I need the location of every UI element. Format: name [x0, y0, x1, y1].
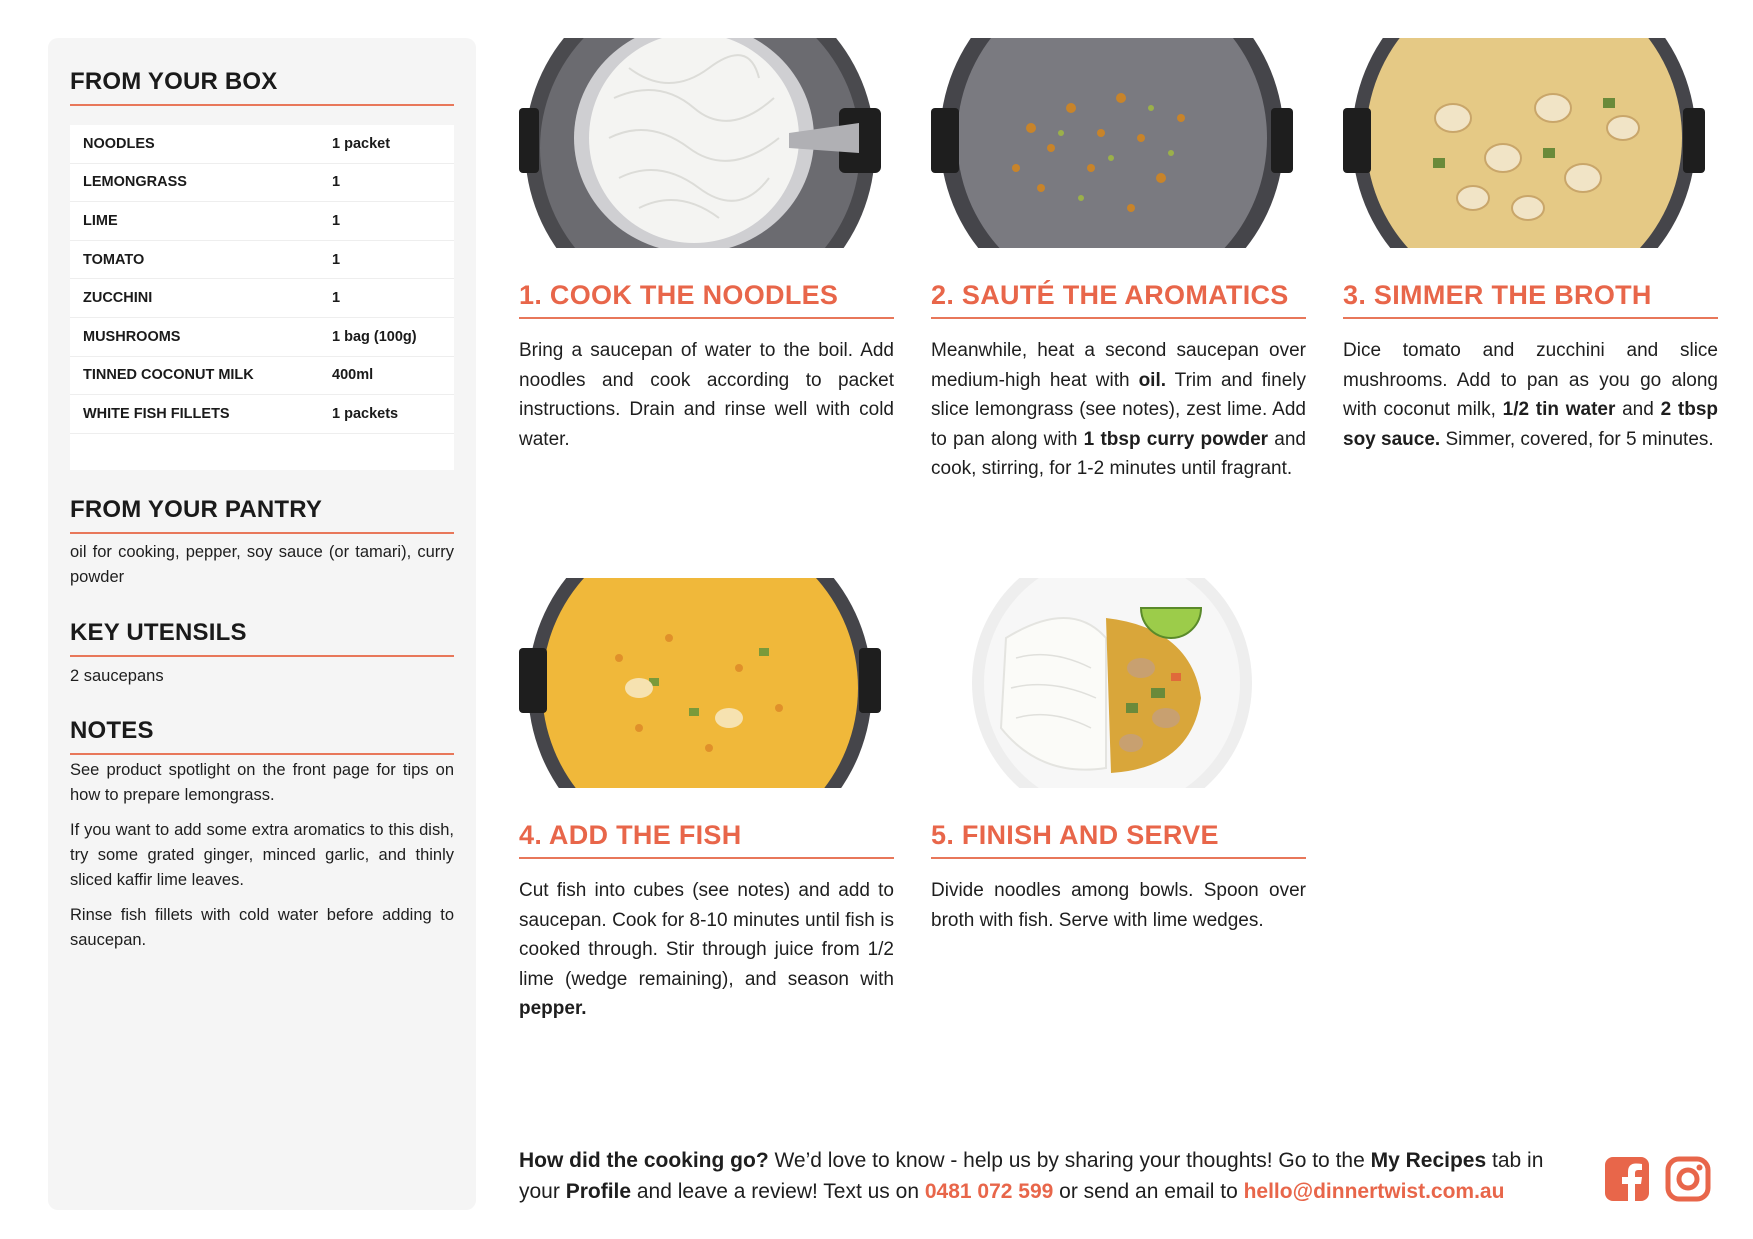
box-ingredient-row: [70, 202, 454, 241]
ingredient-qty: 1: [332, 251, 341, 268]
step-3-photo: [1343, 38, 1705, 248]
ingredients-sidebar: [48, 38, 476, 1210]
step-4-text: [519, 876, 894, 1024]
notes-text: [70, 758, 454, 963]
step-text-segment: Dice tomato and zucchini and slice mushrooms. Add to pan as you go along with coconut milk,: [1343, 340, 1718, 420]
my-recipes-label: My Recipes: [1370, 1149, 1487, 1172]
step-text-segment: and: [1615, 399, 1661, 420]
footer-text-1: We’d love to know - help us by sharing your thoughts! Go to the: [768, 1149, 1371, 1172]
step-text-segment: Meanwhile, heat a second saucepan over medium-high heat with: [931, 340, 1306, 391]
step-5-text: [931, 876, 1306, 935]
step-text-segment: Divide noodles among bowls. Spoon over broth with fish. Serve with lime wedges.: [931, 880, 1306, 931]
step-1-text: [519, 336, 894, 454]
ingredient-name: TINNED COCONUT MILK: [83, 367, 254, 384]
utensils-title: KEY UTENSILS: [70, 619, 454, 657]
footer-text-4: or send an email to: [1053, 1180, 1244, 1203]
ingredient-name: LEMONGRASS: [83, 174, 187, 191]
ingredient-name: LIME: [83, 212, 118, 229]
box-ingredient-row: [70, 357, 454, 396]
ingredient-qty: 1: [332, 212, 341, 229]
phone-link[interactable]: 0481 072 599: [924, 1180, 1054, 1203]
box-ingredient-row: [70, 241, 454, 280]
email-link[interactable]: hello@dinnertwist.com.au: [1243, 1180, 1505, 1203]
ingredient-qty: 1 packet: [332, 135, 391, 152]
step-text-segment: and cook, stirring, for 1-2 minutes until fragrant.: [931, 428, 1306, 479]
notes-title: NOTES: [70, 717, 454, 755]
step-2-photo: [931, 38, 1293, 248]
ingredient-qty: 1: [332, 290, 341, 307]
step-text-bold: pepper.: [519, 998, 587, 1019]
ingredient-name: TOMATO: [83, 251, 145, 268]
step-text-bold: 1/2 tin water: [1502, 399, 1616, 420]
pantry-text: oil for cooking, pepper, soy sauce (or tamari), curry powder: [70, 543, 454, 586]
step-text-bold: 1 tbsp curry powder: [1083, 428, 1269, 450]
instagram-icon[interactable]: [1665, 1156, 1711, 1202]
footer-question: How did the cooking go?: [519, 1149, 769, 1172]
note-paragraph: Rinse fish fillets with cold water before adding to saucepan.: [70, 906, 454, 949]
pantry-title: FROM YOUR PANTRY: [70, 496, 454, 534]
profile-label: Profile: [565, 1180, 632, 1203]
note-paragraph: If you want to add some extra aromatics to this dish, try some grated ginger, minced garlic, and thinly sliced kaffir lime leaves.: [70, 821, 454, 889]
footer-text-2: tab in your: [519, 1149, 1544, 1203]
step-text-segment: Cut fish into cubes (see notes) and add to saucepan. Cook for 8-10 minutes until fish is cooked through. Stir through juice from 1/2 lime (wedge remaining), and season with: [519, 880, 894, 990]
note-paragraph: See product spotlight on the front page for tips on how to prepare lemongrass.: [70, 761, 454, 804]
step-text-segment: Trim and finely slice lemongrass (see notes), zest lime. Add to pan along with: [931, 369, 1306, 450]
utensils-text: 2 saucepans: [70, 667, 164, 685]
ingredient-qty: 1 packets: [332, 405, 399, 422]
ingredient-qty: 400ml: [332, 367, 374, 384]
step-1-title: 1. COOK THE NOODLES: [519, 280, 894, 319]
ingredient-qty: 1: [332, 174, 341, 191]
step-text-bold: oil.: [1138, 369, 1167, 391]
ingredient-name: ZUCCHINI: [83, 290, 153, 307]
step-3-text: [1343, 336, 1718, 454]
box-title: FROM YOUR BOX: [70, 68, 454, 106]
step-2-title: 2. SAUTÉ THE AROMATICS: [931, 280, 1306, 319]
box-ingredient-row: [70, 318, 454, 357]
box-ingredients-table: [70, 125, 454, 470]
step-5-title: 5. FINISH AND SERVE: [931, 820, 1306, 859]
ingredient-name: NOODLES: [83, 135, 155, 152]
ingredient-name: WHITE FISH FILLETS: [83, 405, 230, 422]
step-text-segment: Bring a saucepan of water to the boil. Add noodles and cook according to packet instructions. Drain and rinse well with cold water.: [519, 340, 894, 450]
box-ingredient-row: [70, 395, 454, 434]
box-ingredient-row: [70, 279, 454, 318]
step-4-title: 4. ADD THE FISH: [519, 820, 894, 859]
ingredient-name: MUSHROOMS: [83, 328, 181, 345]
step-2-text: [931, 336, 1306, 484]
step-text-segment: Simmer, covered, for 5 minutes.: [1440, 428, 1714, 450]
box-ingredient-row: [70, 125, 454, 164]
footer-text-3: and leave a review! Text us on: [631, 1180, 925, 1203]
ingredient-qty: 1 bag (100g): [332, 328, 417, 345]
box-ingredient-row: [70, 164, 454, 203]
step-3-title: 3. SIMMER THE BROTH: [1343, 280, 1718, 319]
step-4-photo: [519, 578, 881, 788]
step-text-bold: 2 tbsp soy sauce.: [1343, 399, 1718, 450]
step-1-photo: [519, 38, 881, 248]
step-5-photo: [931, 578, 1293, 788]
facebook-icon[interactable]: [1604, 1156, 1650, 1202]
feedback-footer: [519, 1145, 1579, 1207]
